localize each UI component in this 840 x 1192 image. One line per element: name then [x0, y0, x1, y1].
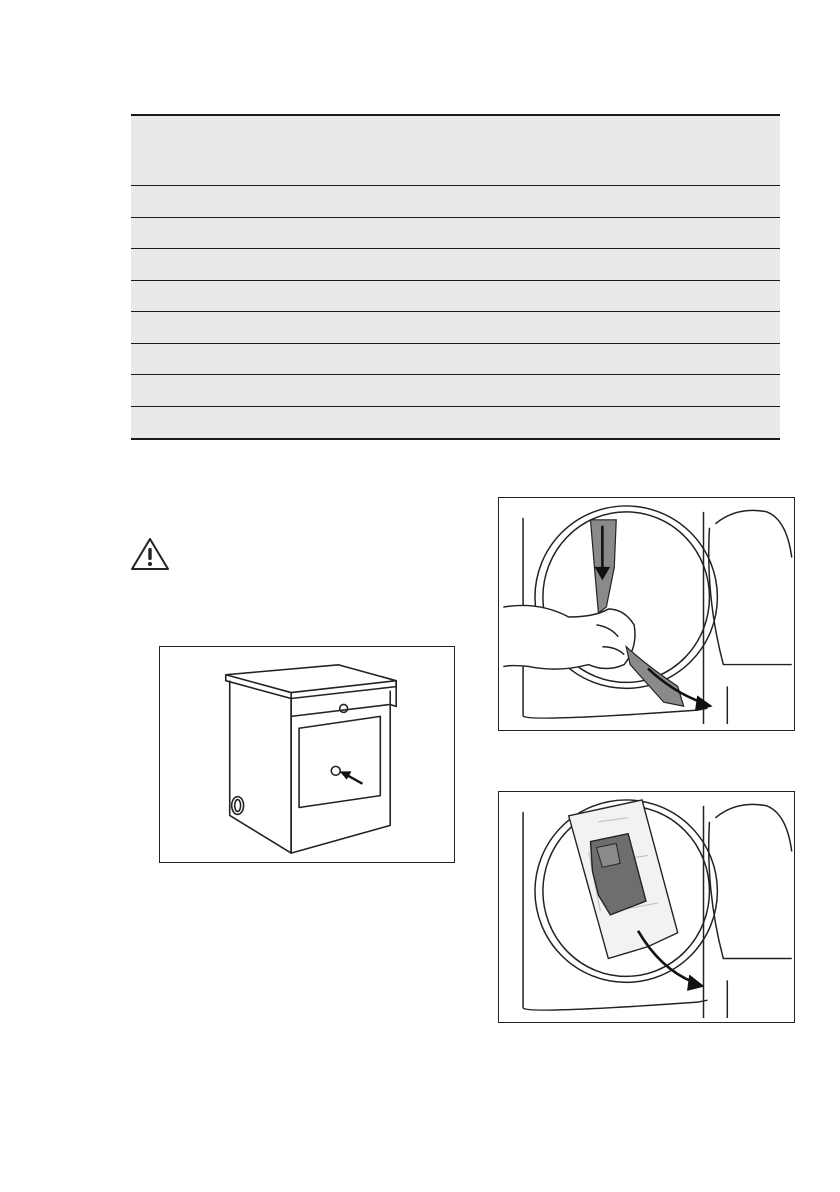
tumble-dryer-illustration [160, 647, 454, 862]
warning-triangle-icon [130, 537, 170, 571]
dryer-overview-figure [159, 646, 455, 863]
table-row [131, 281, 780, 313]
remove-polystyrene-illustration [499, 792, 794, 1022]
table-row [131, 375, 780, 407]
table-row [131, 249, 780, 281]
table-row [131, 312, 780, 344]
remove-packing-tape-figure [498, 497, 795, 731]
table-row [131, 344, 780, 376]
table-row [131, 186, 780, 218]
remove-foam-block-figure [498, 791, 795, 1023]
table-row [131, 218, 780, 250]
table-header-row [131, 116, 780, 186]
specification-table [131, 114, 780, 440]
table-row [131, 407, 780, 439]
pull-tape-illustration [499, 498, 794, 730]
footer-fragment [0, 1184, 100, 1192]
